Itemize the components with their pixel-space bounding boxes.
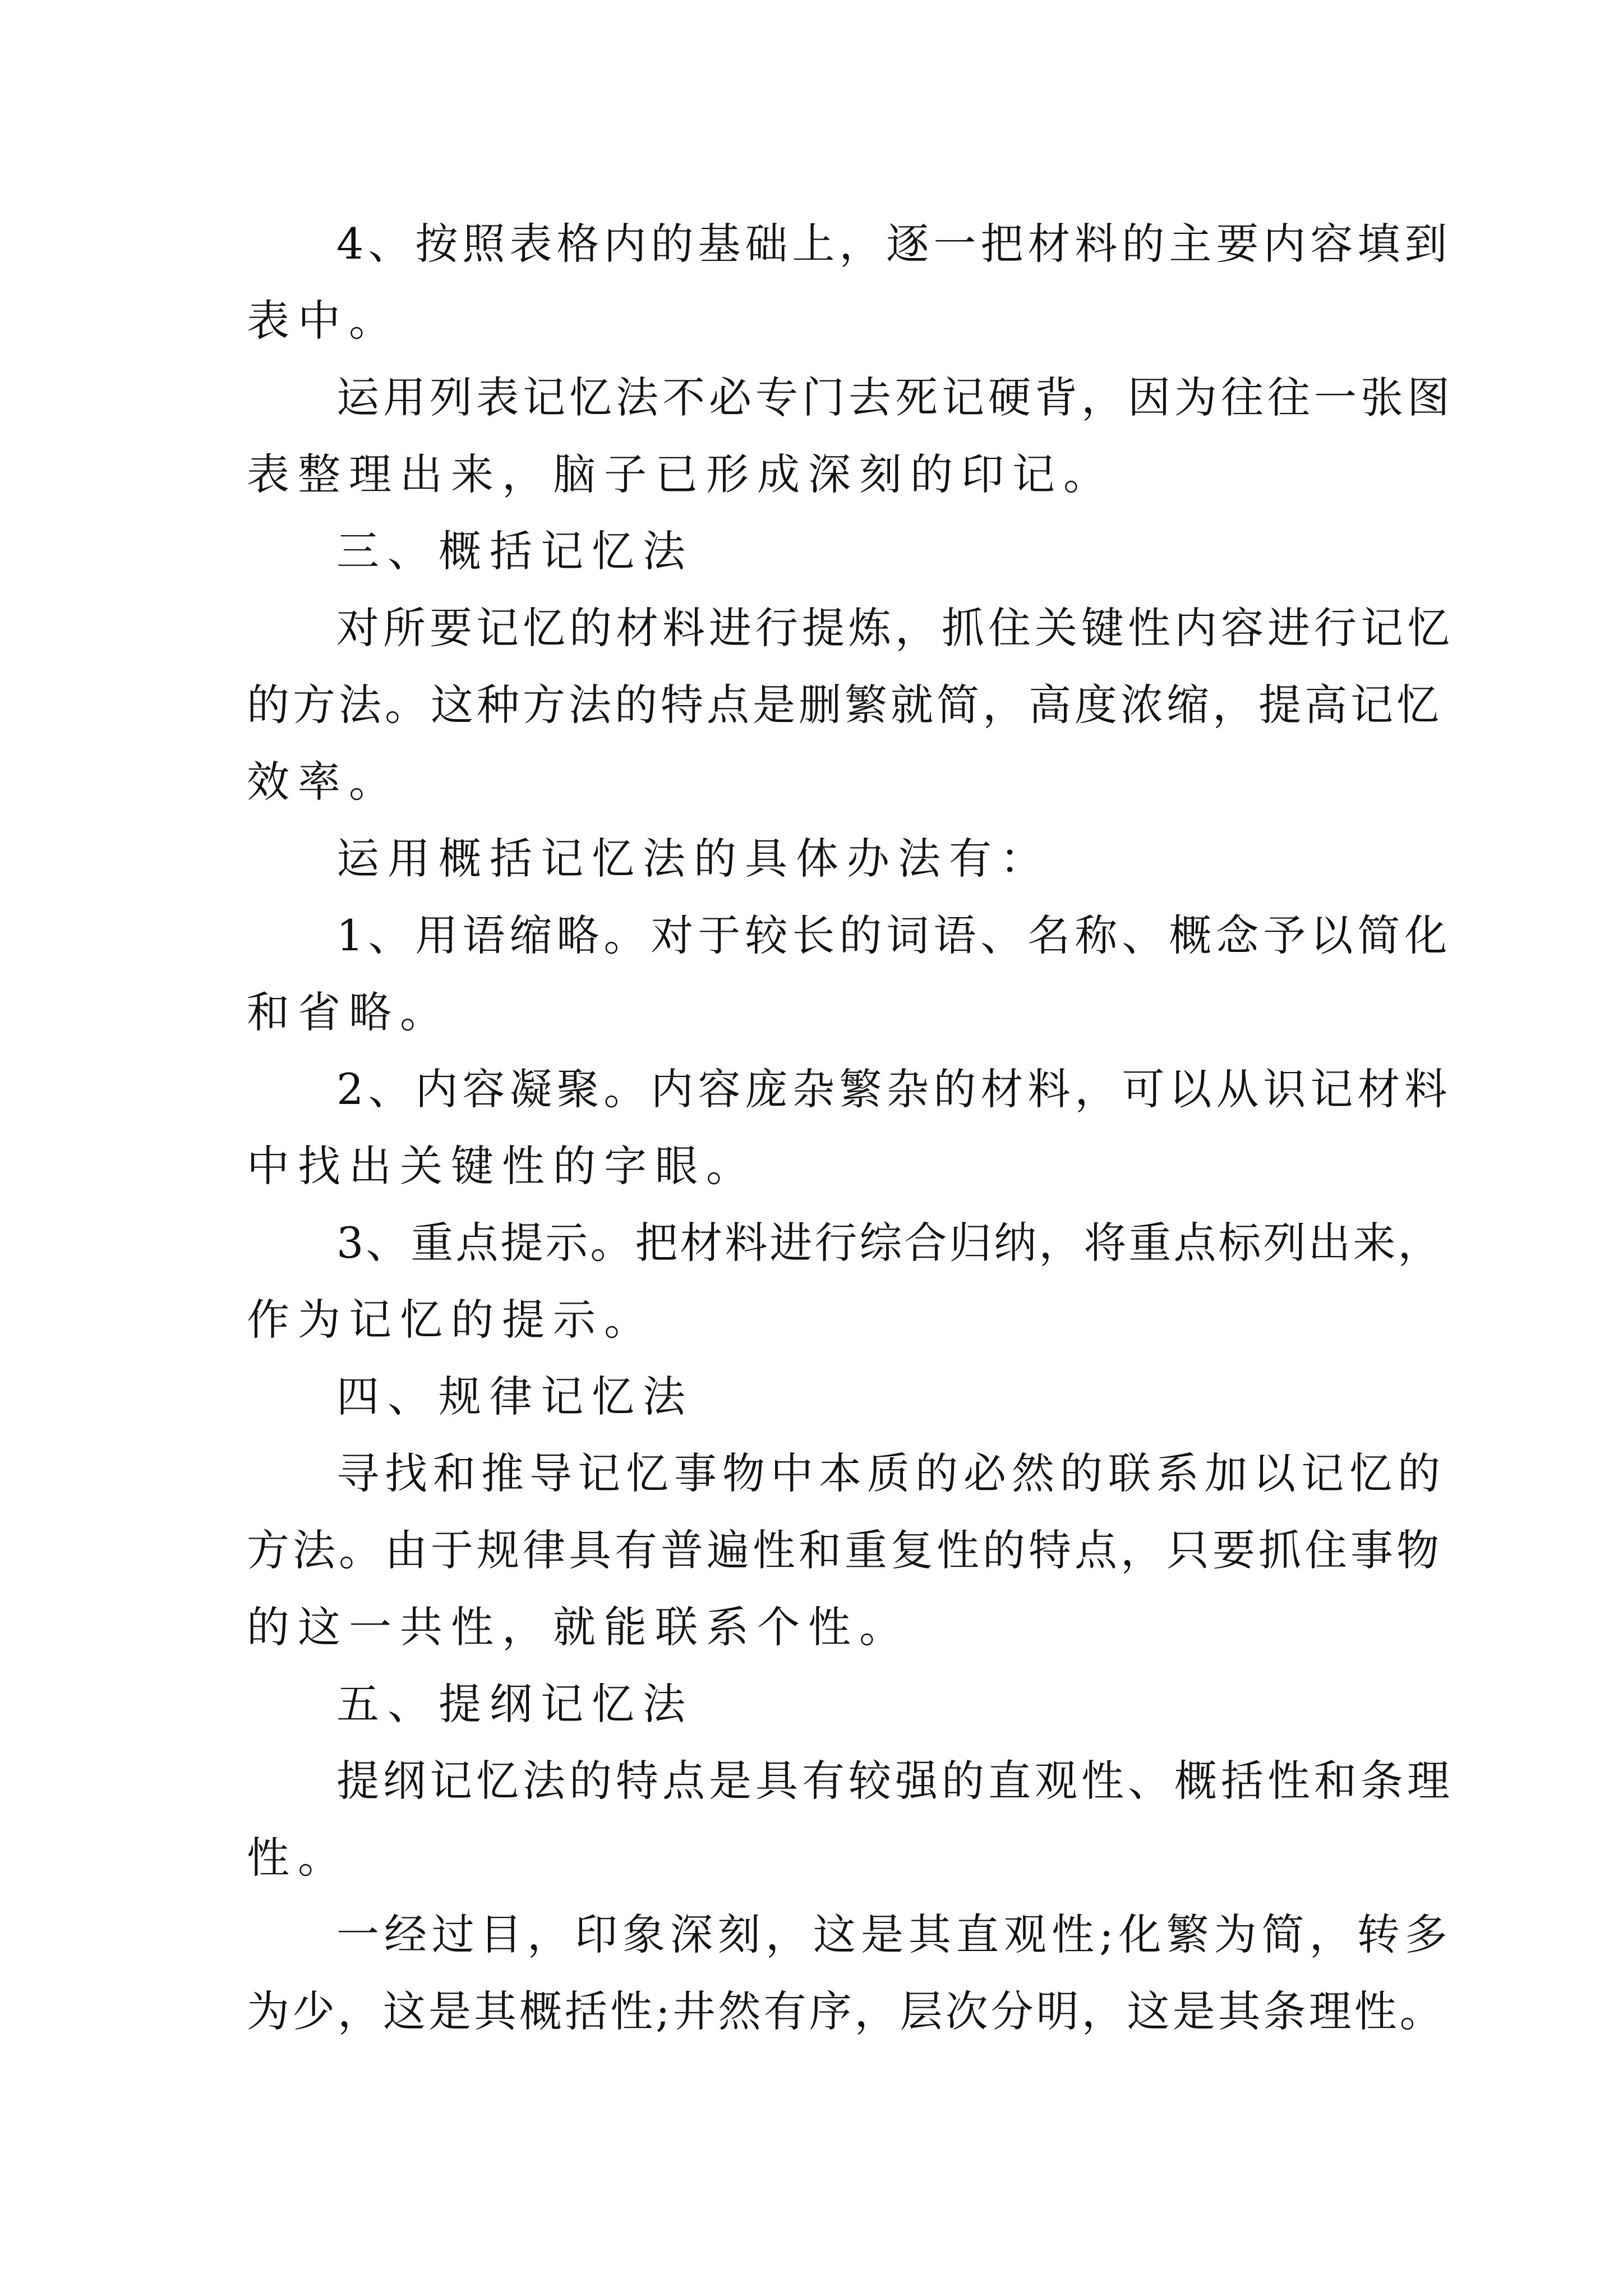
paragraph-line: 的方法。这种方法的特点是删繁就简，高度浓缩，提高记忆	[247, 680, 1442, 730]
section-heading: 四、规律记忆法	[336, 1372, 694, 1421]
paragraph-line: 寻找和推导记忆事物中本质的必然的联系加以记忆的	[336, 1448, 1446, 1498]
paragraph-line: 表中。	[247, 296, 400, 346]
paragraph-line: 2、内容凝聚。内容庞杂繁杂的材料，可以从识记材料	[336, 1064, 1452, 1114]
section-heading: 五、提纲记忆法	[336, 1679, 694, 1729]
paragraph-line: 4、按照表格内的基础上，逐一把材料的主要内容填到	[336, 219, 1452, 269]
paragraph-line: 提纲记忆法的特点是具有较强的直观性、概括性和条理	[336, 1756, 1454, 1806]
paragraph-line: 为少，这是其概括性;井然有序，层次分明，这是其条理性。	[247, 1986, 1445, 2036]
paragraph-line: 方法。由于规律具有普遍性和重复性的特点，只要抓住事物	[247, 1525, 1442, 1575]
paragraph-line: 中找出关键性的字眼。	[247, 1141, 757, 1191]
paragraph-line: 和省略。	[247, 987, 451, 1037]
paragraph-line: 性。	[247, 1833, 349, 1883]
paragraph-line: 的这一共性，就能联系个性。	[247, 1602, 910, 1652]
paragraph-line: 作为记忆的提示。	[247, 1295, 655, 1345]
paragraph-line: 对所要记忆的材料进行提炼，抓住关键性内容进行记忆	[336, 603, 1454, 653]
paragraph-line: 一经过目，印象深刻，这是其直观性;化繁为简，转多	[336, 1910, 1453, 1959]
paragraph-line: 效率。	[247, 757, 400, 807]
paragraph-line: 运用列表记忆法不必专门去死记硬背，因为往往一张图	[336, 372, 1454, 422]
paragraph-line: 表整理出来，脑子已形成深刻的印记。	[247, 449, 1114, 499]
paragraph-line: 运用概括记忆法的具体办法有：	[336, 834, 1051, 884]
paragraph-line: 1、用语缩略。对于较长的词语、名称、概念予以简化	[336, 910, 1452, 960]
section-heading: 三、概括记忆法	[336, 526, 694, 576]
paragraph-line: 3、重点提示。把材料进行综合归纳，将重点标列出来，	[336, 1218, 1443, 1268]
